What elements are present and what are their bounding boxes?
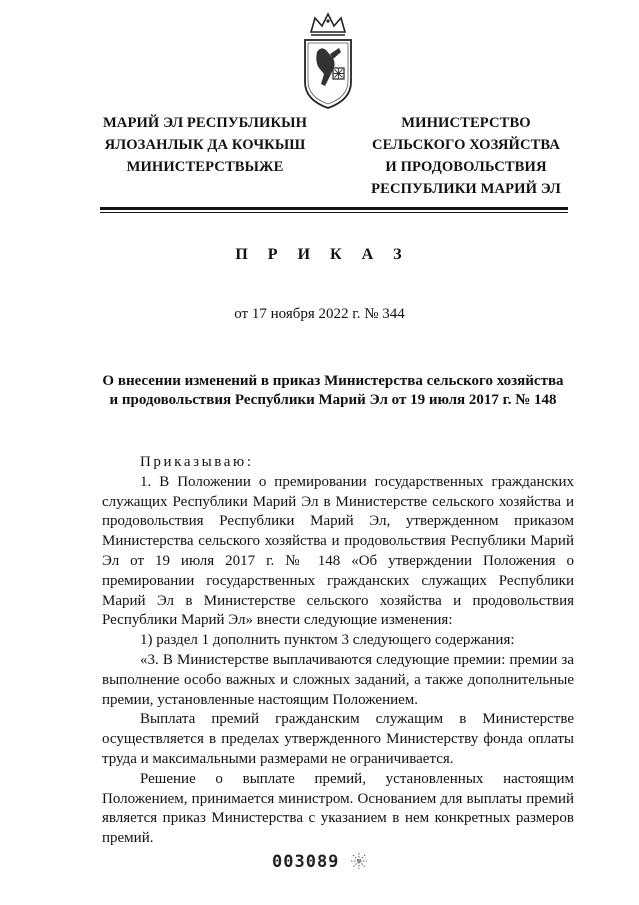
body-paragraph: «3. В Министерстве выплачиваются следующие премии: премии за выполнение особо важных и сложных заданий, а также дополнительные премии, установленные настоящим Положением.	[102, 651, 574, 708]
header-divider-thick	[100, 207, 568, 210]
ministry-name-russian-line: И ПРОДОВОЛЬСТВИЯ	[385, 159, 547, 175]
document-body	[102, 453, 574, 849]
form-serial-number: 003089	[272, 852, 340, 872]
body-paragraph: 1. В Положении о премировании государственных гражданских служащих Республики Марий Эл в Министерстве сельского хозяйства и продовольствия Республики Марий Эл, утвержденном приказом Министерства сельского хозяйства и продовольствия Республики Марий Эл от 19 июля 2017 г. № 148 «Об утверждении Положения о премировании государственных гражданских служащих Республики Марий Эл в Министерстве сельского хозяйства и продовольствия Республики Марий Эл» внести следующие изменения:	[102, 473, 574, 629]
body-paragraph: Решение о выплате премий, установленных настоящим Положением, принимается министром. Основанием для выплаты премий является приказ Министерства с указанием в нем конкретных размеров премий.	[102, 770, 574, 847]
subject-line: О внесении изменений в приказ Министерства сельского хозяйства	[102, 373, 564, 389]
ministry-name-russian-line: МИНИСТЕРСТВО	[401, 115, 531, 131]
document-subject	[96, 372, 570, 410]
body-paragraph: Выплата премий гражданским служащим в Министерстве осуществляется в пределах утвержденного Министерству фонда оплаты труда и максимальными размерами не ограничивается.	[102, 711, 574, 767]
ministry-name-russian	[352, 112, 580, 200]
order-word: Приказываю:	[140, 454, 254, 470]
header-divider-thin	[100, 212, 568, 213]
ministry-name-russian-line: СЕЛЬСКОГО ХОЗЯЙСТВА	[372, 137, 560, 153]
body-paragraph: 1) раздел 1 дополнить пунктом 3 следующего содержания:	[140, 632, 515, 649]
security-mark-icon	[350, 852, 368, 870]
ministry-name-mari-line: МИНИСТЕРСТВЫЖЕ	[126, 159, 284, 175]
ministry-name-mari-line: ЯЛОЗАНЛЫК ДА КОЧКЫШ	[104, 137, 306, 153]
document-date-number: от 17 ноября 2022 г. № 344	[234, 306, 405, 322]
ministry-name-mari-line: МАРИЙ ЭЛ РЕСПУБЛИКЫН	[102, 115, 308, 131]
ministry-name-mari	[96, 112, 314, 178]
document-type-title: П Р И К А З	[235, 246, 410, 263]
subject-line: и продовольствия Республики Марий Эл от 19 июля 2017 г. № 148	[109, 392, 557, 408]
coat-of-arms-icon	[297, 12, 359, 110]
ministry-name-russian-line: РЕСПУБЛИКИ МАРИЙ ЭЛ	[371, 181, 561, 197]
